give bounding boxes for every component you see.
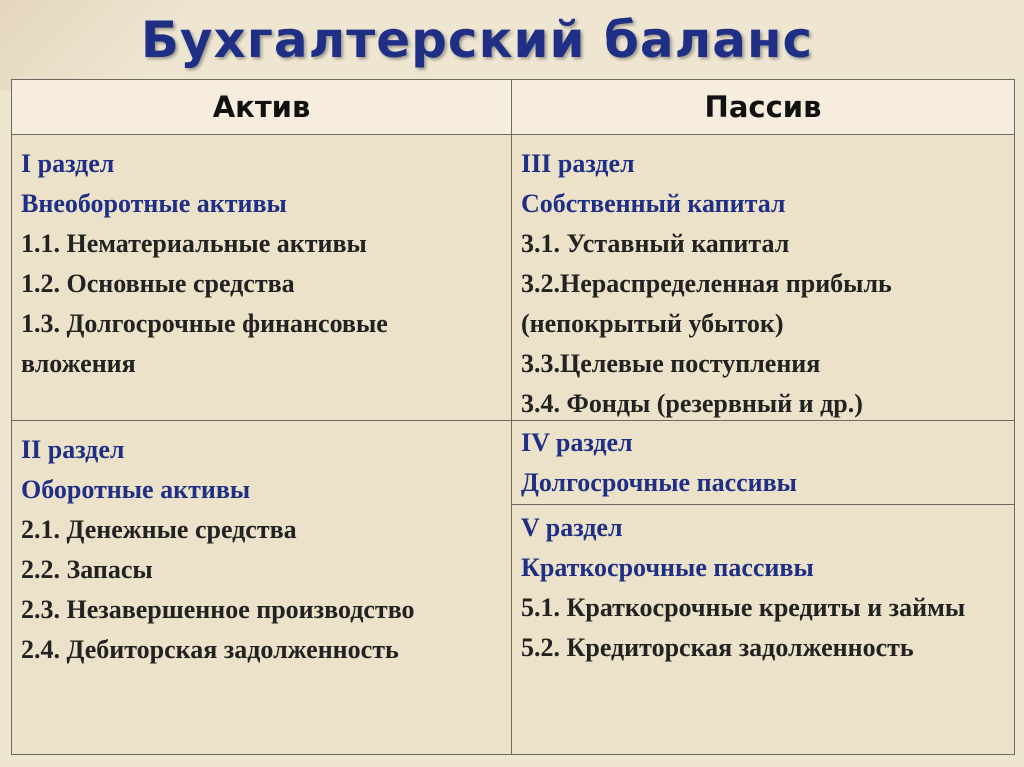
list-item: 1.3. Долгосрочные финансовые вложения: [21, 309, 388, 378]
column-header-liabilities: Пассив: [512, 80, 1014, 135]
page-title: Бухгалтерский баланс: [140, 11, 814, 69]
section-name: Долгосрочные пассивы: [521, 468, 797, 497]
list-item: 2.1. Денежные средства: [21, 515, 297, 544]
list-item: 2.2. Запасы: [21, 555, 153, 584]
section-name: Оборотные активы: [21, 475, 251, 504]
section-name: Краткосрочные пассивы: [521, 553, 814, 582]
section-number: IV раздел: [521, 428, 633, 457]
list-item: 5.1. Краткосрочные кредиты и займы: [521, 593, 966, 622]
section-number: II раздел: [21, 435, 125, 464]
liabilities-section-3-cell: [512, 135, 1014, 421]
liabilities-section-4-cell: [512, 421, 1014, 505]
list-item: 3.1. Уставный капитал: [521, 229, 790, 258]
list-item: 3.4. Фонды (резервный и др.): [521, 389, 863, 418]
section-number: III раздел: [521, 149, 635, 178]
list-item: 3.2.Нераспределенная прибыль (непокрытый убыток): [521, 269, 892, 338]
section-name: Внеоборотные активы: [21, 189, 287, 218]
assets-section-1-cell: [12, 135, 512, 421]
section-number: I раздел: [21, 149, 115, 178]
assets-section-2-cell: [12, 421, 512, 754]
list-item: 3.3.Целевые поступления: [521, 349, 821, 378]
list-item: 2.3. Незавершенное производство: [21, 595, 415, 624]
column-header-assets: Актив: [12, 80, 512, 135]
balance-sheet-table: [11, 79, 1015, 755]
section-number: V раздел: [521, 513, 623, 542]
list-item: 5.2. Кредиторская задолженность: [521, 633, 914, 662]
list-item: 1.2. Основные средства: [21, 269, 295, 298]
section-name: Собственный капитал: [521, 189, 786, 218]
liabilities-section-5-cell: [512, 505, 1014, 754]
list-item: 1.1. Нематериальные активы: [21, 229, 367, 258]
list-item: 2.4. Дебиторская задолженность: [21, 635, 399, 664]
